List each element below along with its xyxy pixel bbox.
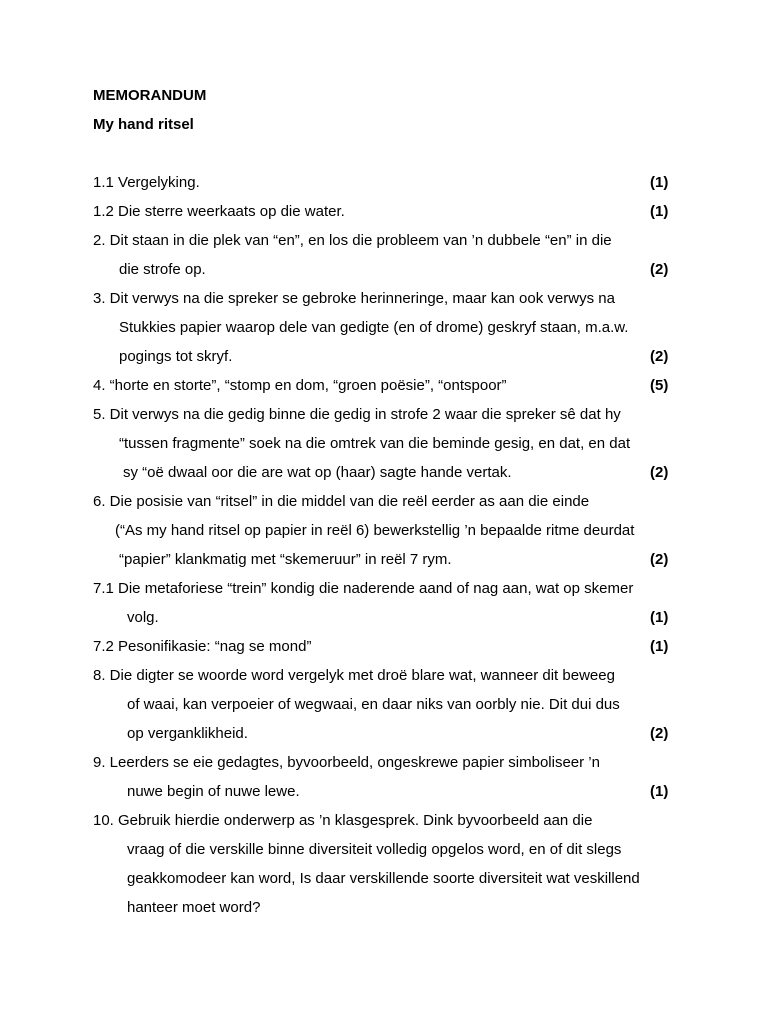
item-line: (“As my hand ritsel op papier in reël 6) bewerkstellig ’n bepaalde ritme deurdat	[115, 522, 635, 539]
item-mark: (1)	[650, 203, 669, 220]
item-line: die strofe op.	[119, 261, 206, 278]
item-line: 7.2 Pesonifikasie: “nag se mond”	[93, 638, 312, 655]
item-line: nuwe begin of nuwe lewe.	[127, 783, 300, 800]
item-mark: (2)	[650, 261, 669, 278]
item-mark: (1)	[650, 174, 669, 191]
item-mark: (2)	[650, 464, 669, 481]
item-line: of waai, kan verpoeier of wegwaai, en daar niks van oorbly nie. Dit dui dus	[127, 696, 620, 713]
item-line: “papier” klankmatig met “skemeruur” in reël 7 rym.	[119, 551, 452, 568]
item-line: 9. Leerders se eie gedagtes, byvoorbeeld, ongeskrewe papier simboliseer ’n	[93, 754, 600, 771]
item-line: 5. Dit verwys na die gedig binne die gedig in strofe 2 waar die spreker sê dat hy	[93, 406, 621, 423]
item-line: 3. Dit verwys na die spreker se gebroke herinneringe, maar kan ook verwys na	[93, 290, 615, 307]
item-line: sy “oë dwaal oor die are wat op (haar) sagte hande vertak.	[123, 464, 512, 481]
item-line: hanteer moet word?	[127, 899, 261, 916]
item-line: 2. Dit staan in die plek van “en”, en los die probleem van ’n dubbele “en” in die	[93, 232, 612, 249]
item-line: 10. Gebruik hierdie onderwerp as ’n klasgesprek. Dink byvoorbeeld aan die	[93, 812, 593, 829]
item-mark: (2)	[650, 725, 669, 742]
item-line: 1.1 Vergelyking.	[93, 174, 200, 191]
item-line: “tussen fragmente” soek na die omtrek van die beminde gesig, en dat, en dat	[119, 435, 631, 452]
item-line: 8. Die digter se woorde word vergelyk met droë blare wat, wanneer dit beweeg	[93, 667, 615, 684]
item-mark: (1)	[650, 609, 669, 626]
item-line: 7.1 Die metaforiese “trein” kondig die naderende aand of nag aan, wat op skemer	[93, 580, 634, 597]
item-line: volg.	[127, 609, 159, 626]
item-line: 1.2 Die sterre weerkaats op die water.	[93, 203, 345, 220]
item-line: op verganklikheid.	[127, 725, 248, 742]
document-title: MEMORANDUM	[93, 87, 207, 104]
item-mark: (1)	[650, 783, 669, 800]
item-line: vraag of die verskille binne diversiteit volledig opgelos word, en of dit slegs	[127, 841, 622, 858]
item-line: geakkomodeer kan word, Is daar verskillende soorte diversiteit wat veskillend	[127, 870, 640, 887]
item-line: 6. Die posisie van “ritsel” in die middel van die reël eerder as aan die einde	[93, 493, 590, 510]
item-mark: (2)	[650, 551, 669, 568]
document-subtitle: My hand ritsel	[93, 116, 194, 133]
item-mark: (5)	[650, 377, 669, 394]
item-line: pogings tot skryf.	[119, 348, 233, 365]
item-line: 4. “horte en storte”, “stomp en dom, “groen poësie”, “ontspoor”	[93, 377, 507, 394]
item-line: Stukkies papier waarop dele van gedigte (en of drome) geskryf staan, m.a.w.	[119, 319, 629, 336]
item-mark: (1)	[650, 638, 669, 655]
item-mark: (2)	[650, 348, 669, 365]
